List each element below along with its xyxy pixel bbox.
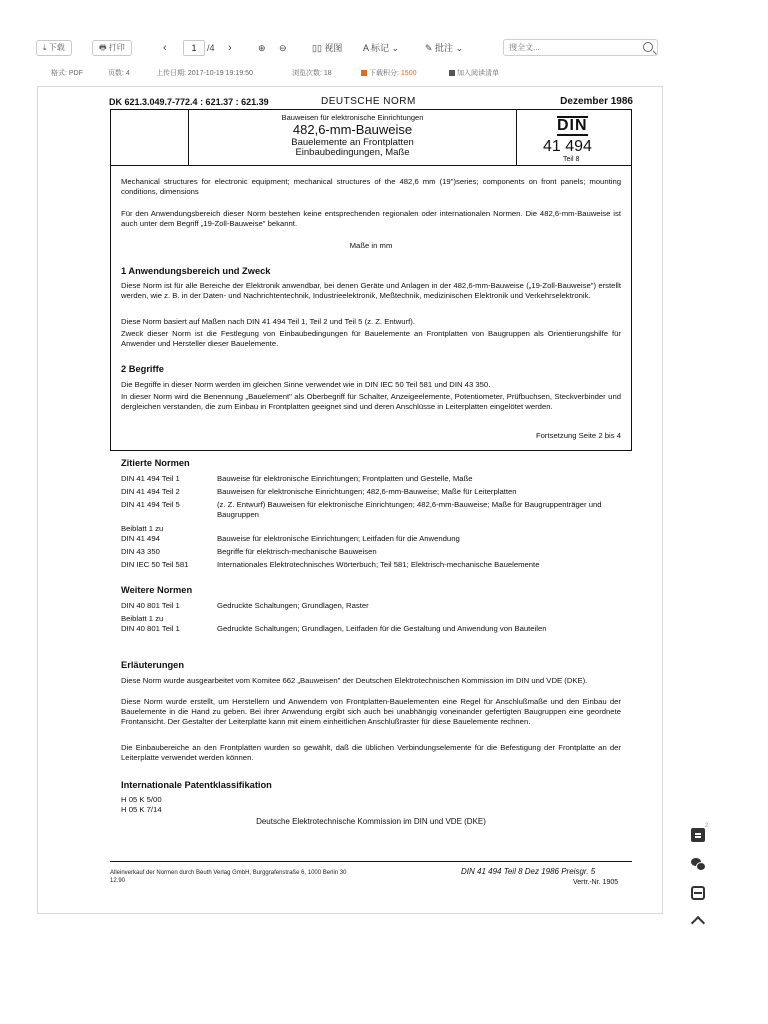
annotate-button[interactable]: ✎ 批注 ⌄ <box>425 43 464 53</box>
continuation-note: Fortsetzung Seite 2 bis 4 <box>535 431 621 440</box>
dimension-note: Maße in mm <box>349 241 393 250</box>
download-icon: ⤓ <box>43 43 49 52</box>
explanation-paragraph-3: Die Einbaubereiche an den Frontplatten wurden so gewählt, daß die üblichen Verbindungselemente für die Befestigung der Frontplatte an der Leiterplatte verwendet werden können. <box>121 743 621 762</box>
dk-classification: DK 621.3.049.7-772.4 : 621.37 : 621.39 <box>109 97 269 107</box>
section-1-paragraph-1: Diese Norm ist für alle Bereiche der Elektronik anwendbar, bei denen Geräte und Anlagen in der 482,6-mm-Bauweise („19-Zoll-Bauweise") erstellt werden, wie z. B. in der Daten- und Nachrichtentechnik, Industrieelektronik, Meßtechnik, medizinischen Elektronik und Verkehrselektronik. <box>121 281 621 300</box>
search-icon[interactable] <box>643 42 653 52</box>
printer-icon: 🖶 <box>99 43 109 52</box>
zoom-in-button[interactable]: ⊕ <box>258 43 266 53</box>
further-standards-title: Weitere Normen <box>121 585 193 595</box>
din-document: DK 621.3.049.7-772.4 : 621.37 : 621.39 DEUTSCHE NORM Dezember 1986 Bauweisen für elektronische Einrichtungen 482,6-mm-Bauweise Bauelemente an Frontplatten Einbaubedingungen, Maße DIN 41 494 Teil 8 Mechanical structures for electronic equipment; mechanical structures of the 482,6 mm (19")series; components on front panels; mounting conditions, dimensions Für den Anwendungsbereich dieser Norm bestehen keine entsprechenden regionalen oder internationalen Normen. Die 482,6-mm-Bauweise ist auch unter dem Begriff „19-Zoll-Bauweise" bekannt. Maße in mm 1 Anwendungsbereich und Zweck Diese Norm ist für alle Bereiche der Elektronik anwendbar, bei denen Geräte und Anlagen in der 482,6-mm-Bauweise („19-Zoll-Bauweise") erstellt werden, wie z. B. in der Daten- und Nachrichtentechnik, Industrieelektronik, Meßtechnik, medizinischen Elektronik und Verkehrselektronik. Diese Norm basiert auf Maßen nach DIN 41 494 Teil 1, Teil 2 und Teil 5 (z. Z. Entwurf). Zweck dieser Norm ist die Festlegung von Einbaubedingungen für Bauelemente an Frontplatten von Baugruppen als Orientierungshilfe für Anwender und Hersteller dieser Bauelemente. 2 Begriffe Die Begriffe in dieser Norm werden im gleichen Sinne verwendet wie in DIN IEC 50 Teil 581 und DIN 43 350. In dieser Norm wird die Benennung „Bauelement" als Oberbegriff für Schalter, Anzeigeelemente, Potentiometer, Prüfbuchsen, Steckverbinder und dergleichen verstanden, die zum Einbau in Frontplatten geeignet sind und deren Anschlüsse in Leiterplatten eingelötet werden. Fortsetzung Seite 2 bis 4 Zitierte Normen DIN 41 494 Teil 1 Bauweise für elektronische Einrichtungen; Frontplatten und Gestelle, Maße DIN 41 494 Teil 2 Bauweisen für elektronische Einrichtungen; 482,6-mm-Bauweise; Maße für Leiterplatten DIN 41 494 Teil 5 (z. Z. Entwurf) Bauweisen für elektronische Einrichtungen; 482,6-mm-Bauweise; Maße für Baugruppenträger und Baugruppen Beiblatt 1 zu DIN 41 494 Bauweise für elektronische Einrichtungen; Leitfaden für die Anwendung DIN 43 350 Begriffe für elektrisch-mechanische Bauweisen DIN IEC 50 Teil 581 Internationales Elektrotechnisches Wörterbuch; Teil 581; Elektrisch-mechanische Bauelemente Weitere Normen DIN 40 801 Teil 1 Gedruckte Schaltungen; Grundlagen, Raster Beiblatt 1 zu DIN 40 801 Teil 1 Gedruckte Schaltungen; Grundlagen, Leitfaden für die Gestaltung und Anwendung von Bauteilen Erläuterungen Diese Norm wurde ausgearbeitet vom Komitee 662 „Bauweisen" der Deutschen Elektrotechnischen Kommission im DIN und VDE (DKE). Diese Norm wurde erstellt, um Herstellern und Anwendern von Frontplatten-Bauelementen eine Regel für Anschlußmaße und den Einbau der Bauelemente in die Hand zu geben. Bei ihrer Anwendung ergibt sich auch bei unabhängig voneinander gefertigten Baugruppen eine geordnete Frontansicht. Der Gestalter der Leiterplatte kann mit einem einheitlichen Anschlußraster für diese Bauelemente rechnen. Die Einbaubereiche an den Frontplatten wurden so gewählt, daß die üblichen Verbindungselemente für die Befestigung der Frontplatte an der Leiterplatte verwendet werden können. Internationale Patentklassifikation H 05 K 5/00 H 05 K 7/14 Deutsche Elektrotechnische Kommission im DIN und VDE (DKE) Alleinverkauf der Normen durch Beuth Verlag GmbH, Burggrafenstraße 6, 1000 Berlin 30 12.90 DIN 41 494 Teil 8 Dez 1986 Preisgr. 5 Vertr.-Nr. 1905 <box>109 96 633 886</box>
document-reference: DIN 41 494 Teil 8 Dez 1986 Preisgr. 5 <box>461 867 596 876</box>
download-points-info: 下载积分: 1500 <box>361 68 416 78</box>
issue-date: Dezember 1986 <box>560 96 633 107</box>
list-icon <box>449 70 455 76</box>
patent-classification-title: Internationale Patentklassifikation <box>121 780 272 790</box>
viewer-toolbar <box>0 36 768 60</box>
total-pages: /4 <box>207 43 215 53</box>
section-1-title: 1 Anwendungsbereich und Zweck <box>121 266 271 276</box>
search-input[interactable]: 搜全文... <box>503 39 658 56</box>
download-button[interactable]: ⤓ 下载 <box>36 40 72 56</box>
dke-commission: Deutsche Elektrotechnische Kommission im DIN und VDE (DKE) <box>256 817 486 826</box>
patent-class-2: H 05 K 7/14 <box>121 805 162 814</box>
coin-icon <box>361 70 367 76</box>
print-button[interactable]: 🖶 打印 <box>92 40 132 56</box>
prev-page-button[interactable]: ‹ <box>163 42 167 54</box>
distribution-number: Vertr.-Nr. 1905 <box>573 879 619 886</box>
highlight-icon: A <box>363 43 372 53</box>
book-icon: ▯▯ <box>312 43 325 53</box>
page-number-input[interactable]: 1 <box>183 40 205 56</box>
notification-badge: 2 <box>705 823 709 829</box>
din-part: Teil 8 <box>563 156 580 163</box>
section-1-paragraph-3: Zweck dieser Norm ist die Festlegung von Einbaubedingungen für Bauelemente an Frontplatten von Baugruppen als Orientierungshilfe für Anwender und Hersteller dieser Bauelemente. <box>121 329 621 348</box>
mark-button[interactable]: A 标记 ⌄ <box>363 43 400 53</box>
back-to-top-icon[interactable] <box>691 913 705 927</box>
wechat-icon[interactable] <box>691 857 705 871</box>
section-2-paragraph-1: Die Begriffe in dieser Norm werden im gleichen Sinne verwendet wie in DIN IEC 50 Teil 581 und DIN 43 350. <box>121 380 491 389</box>
document-info-bar <box>0 64 768 80</box>
view-button[interactable]: ▯▯ 视图 <box>312 43 343 53</box>
chevron-down-icon: ⌄ <box>453 43 464 53</box>
pages-info: 页数: 4 <box>108 70 130 77</box>
format-info: 格式: PDF <box>51 70 83 77</box>
section-2-paragraph-2: In dieser Norm wird die Benennung „Bauelement" als Oberbegriff für Schalter, Anzeigeelemente, Potentiometer, Prüfbuchsen, Steckverbinder und dergleichen verstanden, die zum Einbau in Frontplatten geeignet sind und deren Anschlüsse in Leiterplatten eingelötet werden. <box>121 392 621 411</box>
din-logo: DIN <box>557 117 588 134</box>
title-box <box>110 109 632 166</box>
explanation-paragraph-2: Diese Norm wurde erstellt, um Herstellern und Anwendern von Frontplatten-Bauelementen eine Regel für Anschlußmaße und den Einbau der Bauelemente in die Hand zu geben. Bei ihrer Anwendung ergibt sich auch bei unabhängig voneinander gefertigten Baugruppen eine geordnete Frontansicht. Der Gestalter der Leiterplatte kann mit einem einheitlichen Anschlußraster für diese Bauelemente rechnen. <box>121 697 621 726</box>
zoom-out-button[interactable]: ⊖ <box>279 43 287 53</box>
english-title: Mechanical structures for electronic equipment; mechanical structures of the 482,6 mm (19")series; components on front panels; mounting conditions, dimensions <box>121 177 621 196</box>
pen-icon: ✎ <box>425 43 436 53</box>
chevron-down-icon: ⌄ <box>389 43 400 53</box>
divider <box>110 450 632 451</box>
document-icon[interactable] <box>691 828 705 842</box>
norm-label: DEUTSCHE NORM <box>321 96 416 107</box>
footer-divider <box>110 861 632 862</box>
cited-standards-title: Zitierte Normen <box>121 458 190 468</box>
document-title: Bauweisen für elektronische Einrichtungen 482,6-mm-Bauweise Bauelemente an Frontplatten Einbaubedingungen, Maße <box>281 113 424 159</box>
intro-paragraph: Für den Anwendungsbereich dieser Norm bestehen keine entsprechenden regionalen oder internationalen Normen. Die 482,6-mm-Bauweise ist auch unter dem Begriff „19-Zoll-Bauweise" bekannt. <box>121 209 621 228</box>
document-page <box>37 86 663 914</box>
views-info: 浏览次数: 18 <box>292 70 332 77</box>
explanation-paragraph-1: Diese Norm wurde ausgearbeitet vom Komitee 662 „Bauweisen" der Deutschen Elektrotechnischen Kommission im DIN und VDE (DKE). <box>121 676 588 685</box>
reading-list-link[interactable]: 加入阅读清单 <box>449 68 499 78</box>
section-2-title: 2 Begriffe <box>121 364 164 374</box>
upload-date-info: 上传日期: 2017-10-19 19:19:50 <box>156 70 253 77</box>
section-1-paragraph-2: Diese Norm basiert auf Maßen nach DIN 41 494 Teil 1, Teil 2 und Teil 5 (z. Z. Entwurf). <box>121 317 415 326</box>
app-icon[interactable] <box>691 886 705 900</box>
din-number: 41 494 <box>543 138 592 155</box>
patent-class-1: H 05 K 5/00 <box>121 795 162 804</box>
next-page-button[interactable]: › <box>228 42 232 54</box>
publisher-note: Alleinverkauf der Normen durch Beuth Verlag GmbH, Burggrafenstraße 6, 1000 Berlin 30 12.90 <box>110 870 347 884</box>
explanations-title: Erläuterungen <box>121 660 185 670</box>
